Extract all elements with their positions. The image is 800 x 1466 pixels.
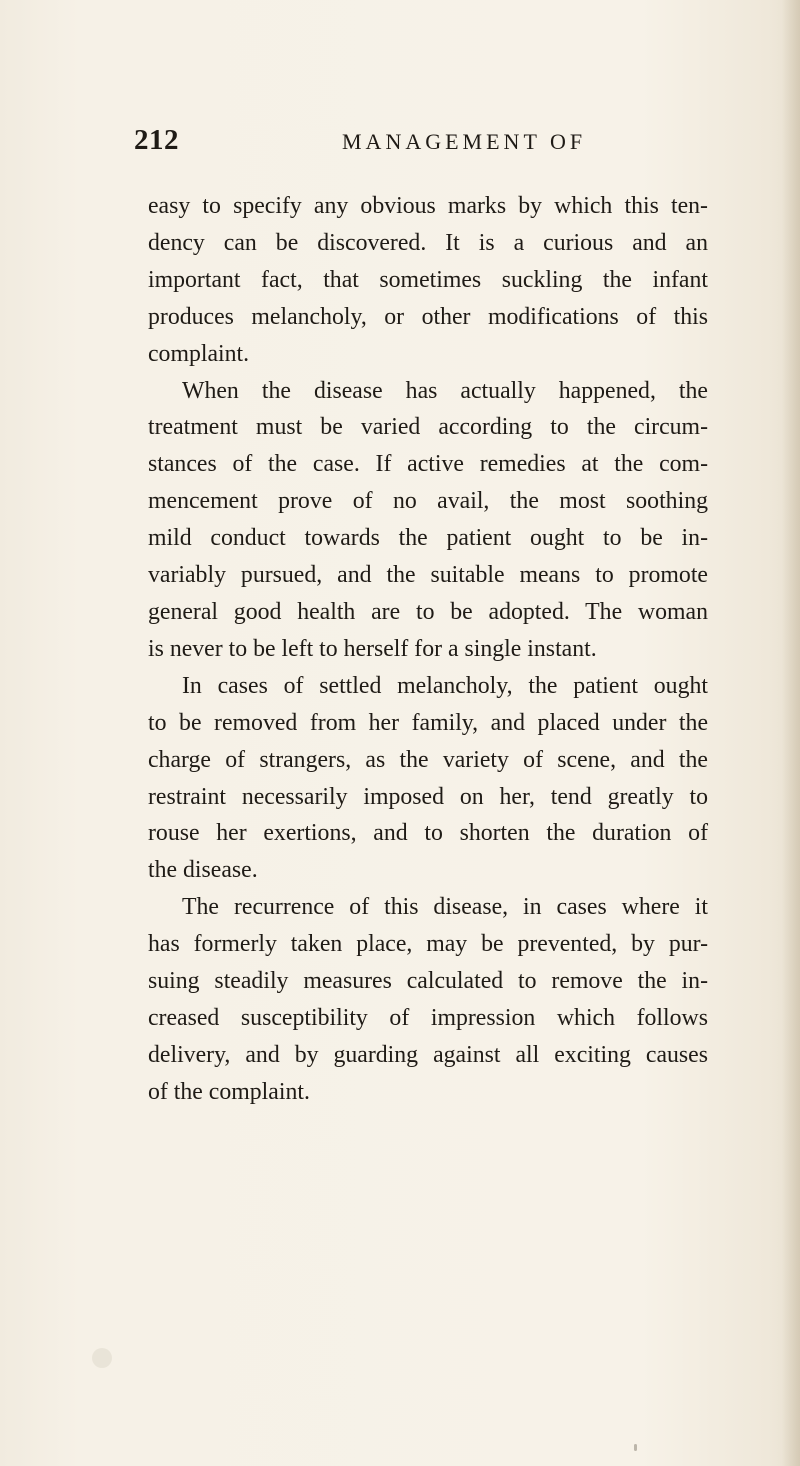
text-line: produces melancholy, or other modifications of this [148, 303, 708, 330]
text-line: suing steadily measures calculated to remove the in- [148, 968, 708, 995]
text-line: variably pursued, and the suitable means to promote [148, 562, 708, 589]
text-line: When the disease has actually happened, the [182, 377, 708, 404]
text-line: rouse her exertions, and to shorten the duration of [148, 820, 708, 847]
text-line: creased susceptibility of impression which follows [148, 1004, 708, 1031]
paragraph-2 [148, 373, 708, 668]
text-line: stances of the case. If active remedies at the com- [148, 451, 708, 478]
paragraph-1 [148, 188, 708, 373]
body-text [148, 188, 708, 1111]
text-line: In cases of settled melancholy, the patient ought [182, 672, 708, 699]
text-line: easy to specify any obvious marks by which this ten- [148, 193, 708, 219]
text-line: mild conduct towards the patient ought to be in- [148, 525, 708, 552]
text-line: to be removed from her family, and placed under the [148, 709, 708, 736]
page-header [134, 124, 694, 164]
text-line: is never to be left to herself for a single instant. [148, 635, 597, 662]
paragraph-3 [148, 668, 708, 889]
text-line: The recurrence of this disease, in cases where it [182, 894, 708, 921]
text-line: delivery, and by guarding against all exciting causes [148, 1041, 708, 1068]
page-number: 212 [134, 124, 179, 156]
paper-speck [634, 1444, 637, 1451]
text-line: charge of strangers, as the variety of scene, and the [148, 746, 708, 773]
text-line: general good health are to be adopted. The woman [148, 598, 708, 625]
paragraph-4 [148, 889, 708, 1110]
text-line: of the complaint. [148, 1078, 310, 1105]
text-line: mencement prove of no avail, the most soothing [148, 488, 708, 515]
text-line: important fact, that sometimes suckling the infant [148, 266, 708, 293]
text-line: treatment must be varied according to the circum- [148, 414, 708, 441]
text-line: complaint. [148, 340, 250, 367]
text-line: dency can be discovered. It is a curious and an [148, 229, 708, 256]
page-edge-shadow [782, 0, 800, 1466]
text-line: has formerly taken place, may be prevented, by pur- [148, 931, 708, 958]
text-line: restraint necessarily imposed on her, tend greatly to [148, 783, 708, 810]
paper-stain [92, 1348, 112, 1368]
running-head: MANAGEMENT OF [342, 129, 587, 154]
text-line: the disease. [148, 857, 258, 884]
